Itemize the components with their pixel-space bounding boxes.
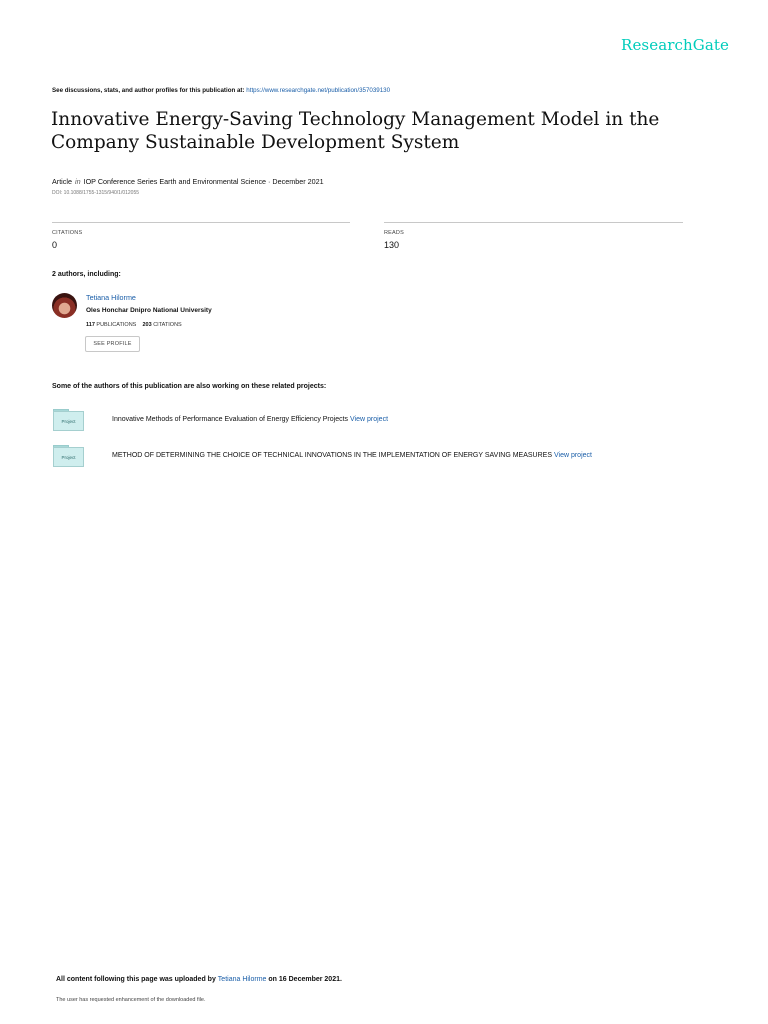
reads-label: READS [384, 230, 404, 236]
upload-suffix: on 16 December 2021. [268, 976, 342, 983]
publication-discussion-line [52, 87, 390, 94]
see-profile-button[interactable]: SEE PROFILE [85, 336, 140, 352]
doi: DOI: 10.1088/1755-1315/940/1/012055 [52, 190, 140, 196]
author-avatar[interactable] [52, 293, 77, 318]
project-title: METHOD OF DETERMINING THE CHOICE OF TECHNICAL INNOVATIONS IN THE IMPLEMENTATION OF ENERGY SAVING MEASURES [112, 452, 553, 459]
project-folder-icon[interactable] [53, 409, 83, 431]
author-citations-label: CITATIONS [153, 322, 182, 328]
researchgate-logo[interactable]: ResearchGate [621, 36, 729, 54]
citations-value: 0 [52, 240, 58, 250]
article-type: Article [52, 177, 72, 186]
uploader-link[interactable]: Tetiana Hilorme [217, 976, 267, 983]
author-name-link[interactable]: Tetiana Hilorme [86, 293, 136, 302]
project-folder-icon[interactable] [53, 445, 83, 467]
project-item [112, 416, 388, 423]
in-label: in [74, 177, 81, 186]
citations-label: CITATIONS [52, 230, 83, 236]
publication-meta [52, 177, 324, 186]
publications-label: PUBLICATIONS [96, 322, 137, 328]
related-projects-heading: Some of the authors of this publication are also working on these related projects: [52, 383, 327, 390]
authors-heading: 2 authors, including: [52, 271, 121, 278]
view-project-link[interactable]: View project [350, 416, 389, 423]
project-item [112, 452, 592, 459]
upload-prefix: All content following this page was uploaded by [56, 976, 216, 983]
publications-count: 117 [86, 322, 95, 328]
project-title: Innovative Methods of Performance Evaluation of Energy Efficiency Projects [112, 416, 349, 423]
reads-value: 130 [384, 240, 400, 250]
author-citations-count: 203 [142, 322, 152, 328]
project-icon-label: Project [53, 411, 84, 431]
author-institution[interactable]: Oles Honchar Dnipro National University [86, 307, 212, 314]
venue[interactable]: IOP Conference Series Earth and Environmental Science · December 2021 [83, 177, 324, 186]
reads-divider [384, 222, 683, 223]
view-project-link[interactable]: View project [553, 452, 592, 459]
upload-note [56, 976, 342, 983]
citations-divider [52, 222, 350, 223]
author-stats [86, 322, 182, 328]
discussion-text: See discussions, stats, and author profiles for this publication at: [52, 87, 245, 94]
enhancement-request-note: The user has requested enhancement of the downloaded file. [56, 997, 206, 1003]
project-icon-label: Project [53, 447, 84, 467]
publication-url-link[interactable]: https://www.researchgate.net/publication/357039130 [246, 87, 391, 94]
paper-title: Innovative Energy-Saving Technology Management Model in the Company Sustainable Development System [51, 109, 660, 153]
